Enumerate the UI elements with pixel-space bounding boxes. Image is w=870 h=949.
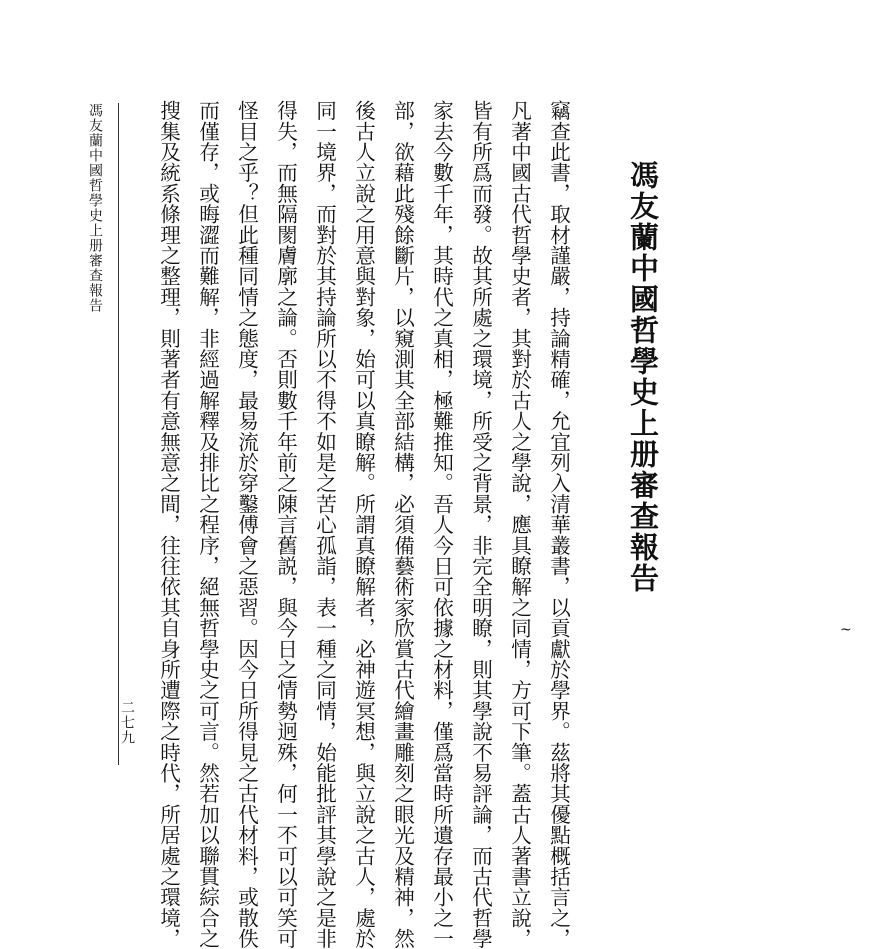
body-column: 皆有所爲而發。故其所處之環境，所受之背景，非完全明瞭，則其學說不易評論，而古代哲學 [468,100,493,949]
body-column: 而僅存，或晦澀而難解，非經過解釋及排比之程序，絕無哲學史之可言。然若加以聯貫綜合之 [195,100,220,949]
body-column: 竊查此書，取材謹嚴，持論精確，允宜列入清華叢書，以貢獻於學界。茲將其優點概括言之， [546,100,571,949]
page-title: 馮友蘭中國哲學史上册審查報告 [626,160,660,594]
body-column: 搜集及統系條理之整理，則著者有意無意之間，往往依其自身所遭際之時代，所居處之環境， [156,100,181,949]
body-column: 得失，而無隔閡膚廓之論。否則數千年前之陳言舊説，與今日之情勢迥殊，何一不可以可笑可 [273,100,298,949]
running-header: 馮友蘭中國哲學史上册審查報告 [87,103,103,313]
body-column: 部，欲藉此殘餘斷片，以窺測其全部結構，必須備藝術家欣賞古代繪畫雕刻之眼光及精神，然 [390,100,415,949]
body-column: 凡著中國古代哲學史者，其對於古人之學說，應具瞭解之同情，方可下筆。蓋古人著書立說， [507,100,532,949]
body-column: 怪目之乎？但此種同情之態度，最易流於穿鑿傅會之惡習。因今日所得見之古代材料，或散佚 [234,100,259,949]
body-column: 同一境界，而對於其持論所以不得不如是之苦心孤詣，表一種之同情，始能批評其學說之是非 [312,100,337,949]
body-column: 家去今數千年，其時代之真相，極難推知。吾人今日可依據之材料，僅爲當時所遺存最小之一 [429,100,454,949]
margin-mark: ~ [840,622,852,638]
margin-rule [118,103,119,765]
page-number: 二七九 [119,700,135,745]
body-column: 後古人立說之用意與對象，始可以真瞭解。所謂真瞭解者，必神遊冥想，與立說之古人，處於 [351,100,376,949]
